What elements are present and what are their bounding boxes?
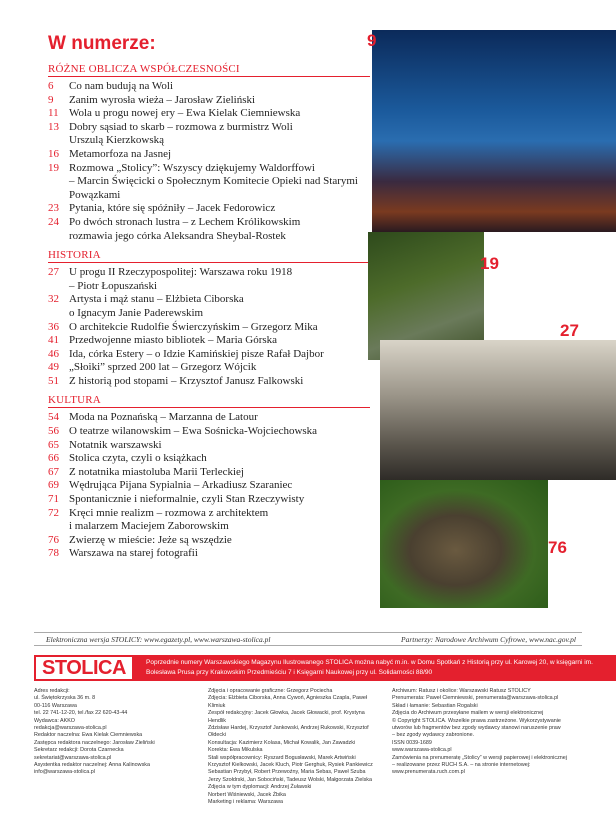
toc-entry[interactable] <box>48 121 388 148</box>
imprint-line: Korekta: Ewa Mikulska <box>208 747 263 754</box>
toc-entry-continuation: rozmawia jego córka Aleksandra Sheybal-Rostek <box>69 229 286 242</box>
city-skyline-photo <box>372 30 616 232</box>
toc-entry[interactable] <box>48 148 388 162</box>
toc-entry[interactable] <box>48 80 388 94</box>
imprint-line: ISSN 0039-1689 <box>392 739 432 746</box>
toc-entry-text <box>69 348 388 362</box>
toc-page-number: 78 <box>48 547 59 560</box>
imprint-column-3 <box>392 688 606 777</box>
toc-entry-title: O teatrze wilanowskim – Ewa Sośnicka-Wojciechowska <box>69 425 318 438</box>
stolica-logo: STOLICA <box>42 656 126 679</box>
toc-page-number: 67 <box>48 465 59 478</box>
imprint-line: Konsultacja: Kazimierz Kolasa, Michał Kowalik, Jan Zawadzki <box>208 739 356 746</box>
toc-entry[interactable] <box>48 293 388 320</box>
imprint-line: www.warszawa-stolica.pl <box>392 747 452 754</box>
toc-page-number: 32 <box>48 293 59 306</box>
toc-entry-title: U progu II Rzeczypospolitej: Warszawa roku 1918 <box>69 266 293 279</box>
toc-entry[interactable] <box>48 348 388 362</box>
toc-page-number: 69 <box>48 479 59 492</box>
toc-page-number: 19 <box>48 161 59 174</box>
imprint-line: Zdjęcia w tym dyplomacji: Andrzej Żuławski <box>208 784 312 791</box>
section-heading: HISTORIA <box>48 249 370 263</box>
toc-page-number: 71 <box>48 493 59 506</box>
toc-entry-text <box>69 361 388 375</box>
toc-page-number: 11 <box>48 107 59 120</box>
toc-entry[interactable] <box>48 411 388 425</box>
toc-entry-title: Moda na Poznańską – Marzanna de Latour <box>69 411 258 424</box>
section-heading: RÓŻNE OBLICZA WSPÓŁCZESNOŚCI <box>48 63 370 77</box>
toc-entry[interactable] <box>48 534 388 548</box>
toc-entry-title: Pytania, które się spóźniły – Jacek Fedorowicz <box>69 202 276 215</box>
imprint-line: Stali współpracownicy: Ryszard Bogusławski, Marek Artwiński <box>208 754 356 761</box>
toc-entry-text <box>69 121 388 148</box>
toc-entry-title: Z historią pod stopami – Krzysztof Janusz Falkowski <box>69 374 304 387</box>
photo-page-number-19: 19 <box>480 254 499 273</box>
toc-entry-text <box>69 107 388 121</box>
toc-entry-text <box>69 293 388 320</box>
toc-entry-title: Metamorfoza na Jasnej <box>69 147 172 160</box>
links-bar <box>34 632 582 646</box>
toc-page-number: 6 <box>48 80 54 92</box>
toc-entry[interactable] <box>48 425 388 439</box>
hedgehog-photo <box>380 480 548 608</box>
toc-entry[interactable] <box>48 216 388 243</box>
imprint-line: Adres redakcji: <box>34 688 70 694</box>
toc-entry-text <box>69 266 388 293</box>
table-of-contents <box>48 63 388 561</box>
toc-entry[interactable] <box>48 452 388 466</box>
toc-entry-text <box>69 493 388 507</box>
toc-entry[interactable] <box>48 507 388 534</box>
toc-entry-title: Zanim wyrosła wieża – Jarosław Zieliński <box>69 93 256 106</box>
imprint-line: Sebastian Przybył, Robert Przewoźny, Maria Sebas, Paweł Szuba <box>208 769 366 776</box>
toc-entry-text <box>69 547 388 561</box>
imprint-line: Zespół redakcyjny: Jacek Głowka, Jacek Głowacki, prof. Krystyna Hendlik <box>208 710 365 724</box>
toc-entry-text <box>69 507 388 534</box>
toc-entry-text <box>69 80 388 94</box>
logo-box <box>34 655 134 681</box>
imprint-line: info@warszawa-stolica.pl <box>34 769 95 776</box>
imprint-line: Asystentka redaktor naczelnej: Anna Kalinowska <box>34 762 150 769</box>
imprint-line: Wydawca: AKKO <box>34 717 75 724</box>
toc-entry-title: Z notatnika miastoluba Marii Terleckiej <box>69 465 244 478</box>
toc-entry[interactable] <box>48 162 388 203</box>
toc-page-number: 46 <box>48 347 59 360</box>
toc-entry-title: Ida, córka Estery – o Idzie Kamińskiej pisze Rafał Dajbor <box>69 347 324 360</box>
toc-entry[interactable] <box>48 466 388 480</box>
toc-entry-title: O architekcie Rudolfie Świerczyńskim – Grzegorz Mika <box>69 320 318 333</box>
toc-entry[interactable] <box>48 94 388 108</box>
toc-entry-text <box>69 425 388 439</box>
toc-entry[interactable] <box>48 439 388 453</box>
imprint-column-1 <box>34 688 196 777</box>
imprint-line: Prenumerata: Paweł Ciemniewski, prenumerata@warszawa-stolica.pl <box>392 695 559 702</box>
toc-entry-text <box>69 452 388 466</box>
toc-entry-title: Rozmowa „Stolicy”: Wszyscy dziękujemy Waldorffowi <box>69 161 315 174</box>
toc-page-number: 24 <box>48 215 59 228</box>
photo-page-number-9: 9 <box>367 31 377 50</box>
imprint-line: Zdjęcia: Elżbieta Ciborska, Anna Cywoń, Agnieszka Czapla, Paweł Klimiuk <box>208 695 368 709</box>
imprint-line: sekretariat@warszawa-stolica.pl <box>34 754 112 761</box>
toc-entry-text <box>69 94 388 108</box>
imprint-line: – bez zgody wydawcy zabronione. <box>392 732 475 739</box>
partners-link[interactable]: Partnerzy: Narodowe Archiwum Cyfrowe, www.nac.gov.pl <box>401 634 576 644</box>
toc-entry-title: Zwierzę w mieście: Jeże są wszędzie <box>69 533 232 546</box>
toc-entry-title: Po dwóch stronach lustra – z Lechem Królikowskim <box>69 215 301 228</box>
photo-page-number-76: 76 <box>548 538 567 557</box>
toc-entry[interactable] <box>48 479 388 493</box>
imprint-line: Zdjęcia i opracowanie graficzne: Grzegorz Pociecha <box>208 688 333 694</box>
toc-page-number: 66 <box>48 452 59 465</box>
toc-entry-title: Notatnik warszawski <box>69 438 162 451</box>
imprint-line: Redaktor naczelna: Ewa Kielak Ciemniewska <box>34 732 143 739</box>
imprint-line: ul. Świętokrzyska 36 m. 8 <box>34 695 96 702</box>
toc-page-number: 23 <box>48 202 59 215</box>
toc-entry-text <box>69 466 388 480</box>
toc-entry-title: Artysta i mąż stanu – Elżbieta Ciborska <box>69 293 244 306</box>
toc-entry[interactable] <box>48 493 388 507</box>
archive-photo <box>380 340 616 480</box>
toc-entry-text <box>69 216 388 243</box>
toc-entry-title: Wędrująca Pijana Sypialnia – Arkadiusz Szaraniec <box>69 479 293 492</box>
imprint-line: Zamówienia na prenumeratę „Stolicy” w wersji papierowej i elektronicznej <box>392 754 567 761</box>
imprint-line: utworów lub fragmentów bez zgody wydawcy stanowi naruszenie praw <box>392 725 561 732</box>
toc-page-number: 13 <box>48 120 59 133</box>
toc-entry-text <box>69 375 388 389</box>
toc-page-number: 27 <box>48 266 59 279</box>
toc-entry-title: Przedwojenne miasto bibliotek – Maria Górska <box>69 334 278 347</box>
toc-entry-title: Dobry sąsiad to skarb – rozmowa z burmistrz Woli <box>69 120 293 133</box>
toc-entry-title: Wola u progu nowej ery – Ewa Kielak Ciemniewska <box>69 107 301 120</box>
imprint-line: www.prenumerata.ruch.com.pl <box>392 769 465 776</box>
toc-entry[interactable] <box>48 334 388 348</box>
toc-entry[interactable] <box>48 266 388 293</box>
toc-page-number: 49 <box>48 361 59 374</box>
toc-entry-text <box>69 334 388 348</box>
imprint-line: Jerzy Szołdrski, Jan Sobociński, Tadeusz Wolski, Małgorzata Zielska <box>208 776 372 783</box>
imprint-line: Sekretarz redakcji: Dorota Czarnecka <box>34 747 124 754</box>
page-title: W numerze: <box>48 33 156 54</box>
imprint-line: 00-116 Warszawa <box>34 702 77 709</box>
toc-entry-title: Warszawa na starej fotografii <box>69 547 198 560</box>
toc-page-number: 65 <box>48 438 59 451</box>
toc-entry-text <box>69 439 388 453</box>
toc-page-number: 72 <box>48 506 59 519</box>
banner-text: Poprzednie numery Warszawskiego Magazynu Ilustrowanego STOLICA można nabyć m.in. w Domu Spotkań z Historią przy ul. Karowej 20, w księgarni im. Bolesława Prusa przy Krakowskim Przedmieściu 7 i Księgarni Naukowej przy ul. Solidarności 88/90 <box>146 659 593 676</box>
toc-page-number: 9 <box>48 93 54 106</box>
toc-entry-title: Stolica czyta, czyli o książkach <box>69 452 207 465</box>
toc-entry-continuation: i malarzem Maciejem Zaborowskim <box>69 520 229 533</box>
info-banner <box>34 655 616 681</box>
imprint-line: Zastępca redaktora naczelnego: Jarosław Zieliński <box>34 739 155 746</box>
toc-entry-text <box>69 321 388 335</box>
imprint-line: Archiwum: Ratusz i okolice: Warszawski Ratusz STOLICY <box>392 688 531 694</box>
toc-page-number: 41 <box>48 334 59 347</box>
imprint-line: Skład i łamanie: Sebastian Rogalski <box>392 702 478 709</box>
photo-page-number-27: 27 <box>560 321 579 340</box>
imprint-line: Norbert Wiśniewski, Jacek Żbika <box>208 791 286 798</box>
toc-entry[interactable] <box>48 202 388 216</box>
toc-page-number: 76 <box>48 533 59 546</box>
imprint-line: Zdjęcia do Archiwum przesyłane mailem w wersji elektronicznej <box>392 710 544 717</box>
imprint-column-2 <box>208 688 378 807</box>
imprint-line: tel. 22 741-12-20, tel./fax 22 620-43-44 <box>34 710 128 717</box>
toc-page-number: 51 <box>48 374 59 387</box>
toc-entry[interactable] <box>48 547 388 561</box>
imprint-line: Marketing i reklama: Warszawa <box>208 799 283 806</box>
electronic-version-link[interactable]: Elektroniczna wersja STOLICY: www.egazety.pl, www.warszawa-stolica.pl <box>46 634 271 644</box>
toc-entry[interactable] <box>48 361 388 375</box>
toc-entry-text <box>69 479 388 493</box>
toc-entry-text <box>69 202 388 216</box>
toc-entry-continuation: – Marcin Święcicki o Społecznym Komitecie Opieki nad Starymi Powązkami <box>69 175 358 201</box>
toc-page-number: 56 <box>48 425 59 438</box>
toc-entry-continuation: – Piotr Łopuszański <box>69 279 157 292</box>
toc-entry-continuation: Urszulą Kierzkowską <box>69 134 164 147</box>
toc-entry[interactable] <box>48 321 388 335</box>
toc-entry-continuation: o Ignacym Janie Paderewskim <box>69 306 204 319</box>
toc-entry-text <box>69 162 388 203</box>
toc-page-number: 54 <box>48 411 59 424</box>
imprint-line: – realizowane przez RUCH S.A. – na stronie internetowej: <box>392 762 531 769</box>
toc-entry-text <box>69 534 388 548</box>
toc-entry[interactable] <box>48 375 388 389</box>
section-heading: KULTURA <box>48 394 370 408</box>
toc-entry-title: Spontanicznie i nieformalnie, czyli Stan Rzeczywisty <box>69 493 305 506</box>
imprint-line: Krzysztof Kielkowski, Jacek Kluch, Piotr Gerghuk, Rysiek Pankiewicz <box>208 762 373 769</box>
toc-page-number: 16 <box>48 147 59 160</box>
toc-entry-text <box>69 411 388 425</box>
imprint-line: © Copyright STOLICA. Wszelkie prawa zastrzeżone. Wykorzystywanie <box>392 717 561 724</box>
imprint-line: redakcja@warszawa-stolica.pl <box>34 725 107 732</box>
toc-entry-title: Kręci mnie realizm – rozmowa z architektem <box>69 506 269 519</box>
toc-entry-text <box>69 148 388 162</box>
toc-entry-title: „Słoiki” sprzed 200 lat – Grzegorz Wójcik <box>69 361 257 374</box>
imprint-line: Zdzisław Hardej, Krzysztof Jankowski, Andrzej Rukowski, Krzysztof Ołdecki <box>208 725 369 739</box>
toc-entry-title: Co nam budują na Woli <box>69 80 174 92</box>
toc-entry[interactable] <box>48 107 388 121</box>
toc-page-number: 36 <box>48 320 59 333</box>
